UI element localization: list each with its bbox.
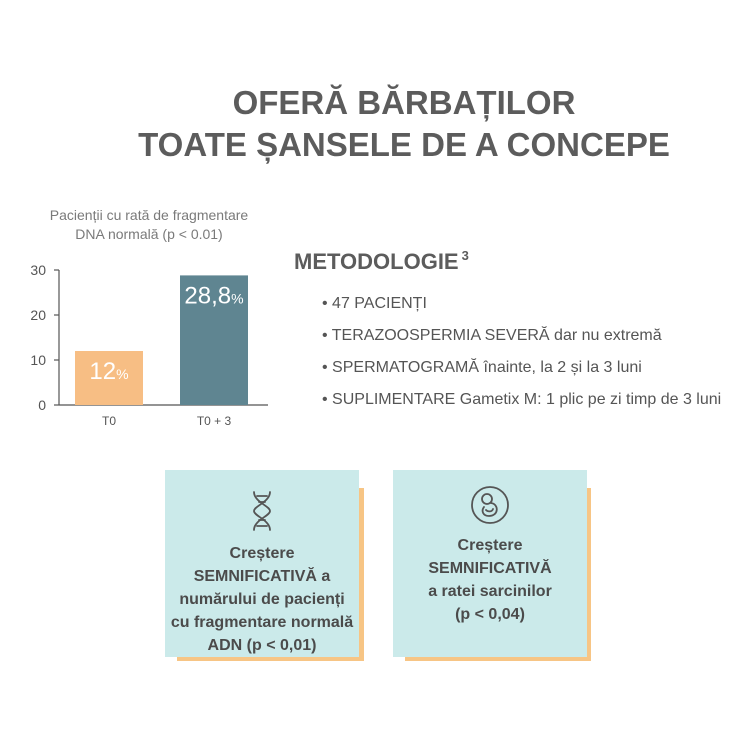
methodology-list [322, 288, 721, 416]
card-pregnancy-line-4: (p < 0,04) [455, 606, 525, 623]
card-pregnancy-line-1: Creștere [457, 537, 523, 554]
x-tick-label: T0 [101, 414, 117, 428]
bar-chart [0, 250, 280, 435]
methodology-title [294, 248, 469, 275]
title-line-1: OFERĂ BĂRBAȚILOR [232, 84, 576, 121]
chart-title-line-1: Pacienții cu rată de fragmentare [49, 207, 249, 223]
y-tick-label: 20 [30, 307, 46, 323]
bar-value-unit: % [231, 290, 244, 307]
bar-value-unit: % [116, 366, 129, 382]
chart-title [35, 206, 263, 244]
x-tick-label: T0 + 3 [196, 414, 232, 428]
methodology-item-patients: • 47 PACIENȚI [322, 288, 721, 320]
card-dna-line-2: SEMNIFICATIVĂ a [193, 568, 331, 585]
methodology-title-text: METODOLOGIE [294, 249, 459, 274]
y-tick-label: 0 [38, 397, 46, 413]
card-pregnancy-rate [393, 470, 587, 657]
embryo-icon [469, 484, 511, 526]
methodology-item-spermogram: • SPERMATOGRAMĂ înainte, la 2 și la 3 luni [322, 352, 721, 384]
card-pregnancy-line-2: SEMNIFICATIVĂ [428, 560, 552, 577]
y-tick-label: 30 [30, 262, 46, 278]
bar-value-number: 28,8 [184, 282, 232, 310]
page-title [0, 82, 750, 166]
dna-icon [249, 490, 275, 532]
methodology-item-teratozoospermia: • TERAZOOSPERMIA SEVERĂ dar nu extremă [322, 320, 721, 352]
card-dna-line-3: numărului de pacienți [179, 591, 345, 608]
title-line-2: TOATE ȘANSELE DE A CONCEPE [138, 126, 670, 163]
methodology-item-supplement: • SUPLIMENTARE Gametix M: 1 plic pe zi timp de 3 luni [322, 384, 721, 416]
card-pregnancy-line-3: a ratei sarcinilor [428, 583, 552, 600]
y-tick-label: 10 [30, 352, 46, 368]
card-dna-line-4: cu fragmentare normală [170, 614, 354, 631]
card-dna-fragmentation [165, 470, 359, 657]
bar-value-number: 12 [89, 358, 117, 385]
methodology-reference: 3 [461, 248, 469, 263]
card-dna-line-5: ADN (p < 0,01) [207, 637, 317, 654]
card-dna-line-1: Creștere [229, 545, 295, 562]
chart-title-line-2: DNA normală (p < 0.01) [75, 226, 223, 242]
